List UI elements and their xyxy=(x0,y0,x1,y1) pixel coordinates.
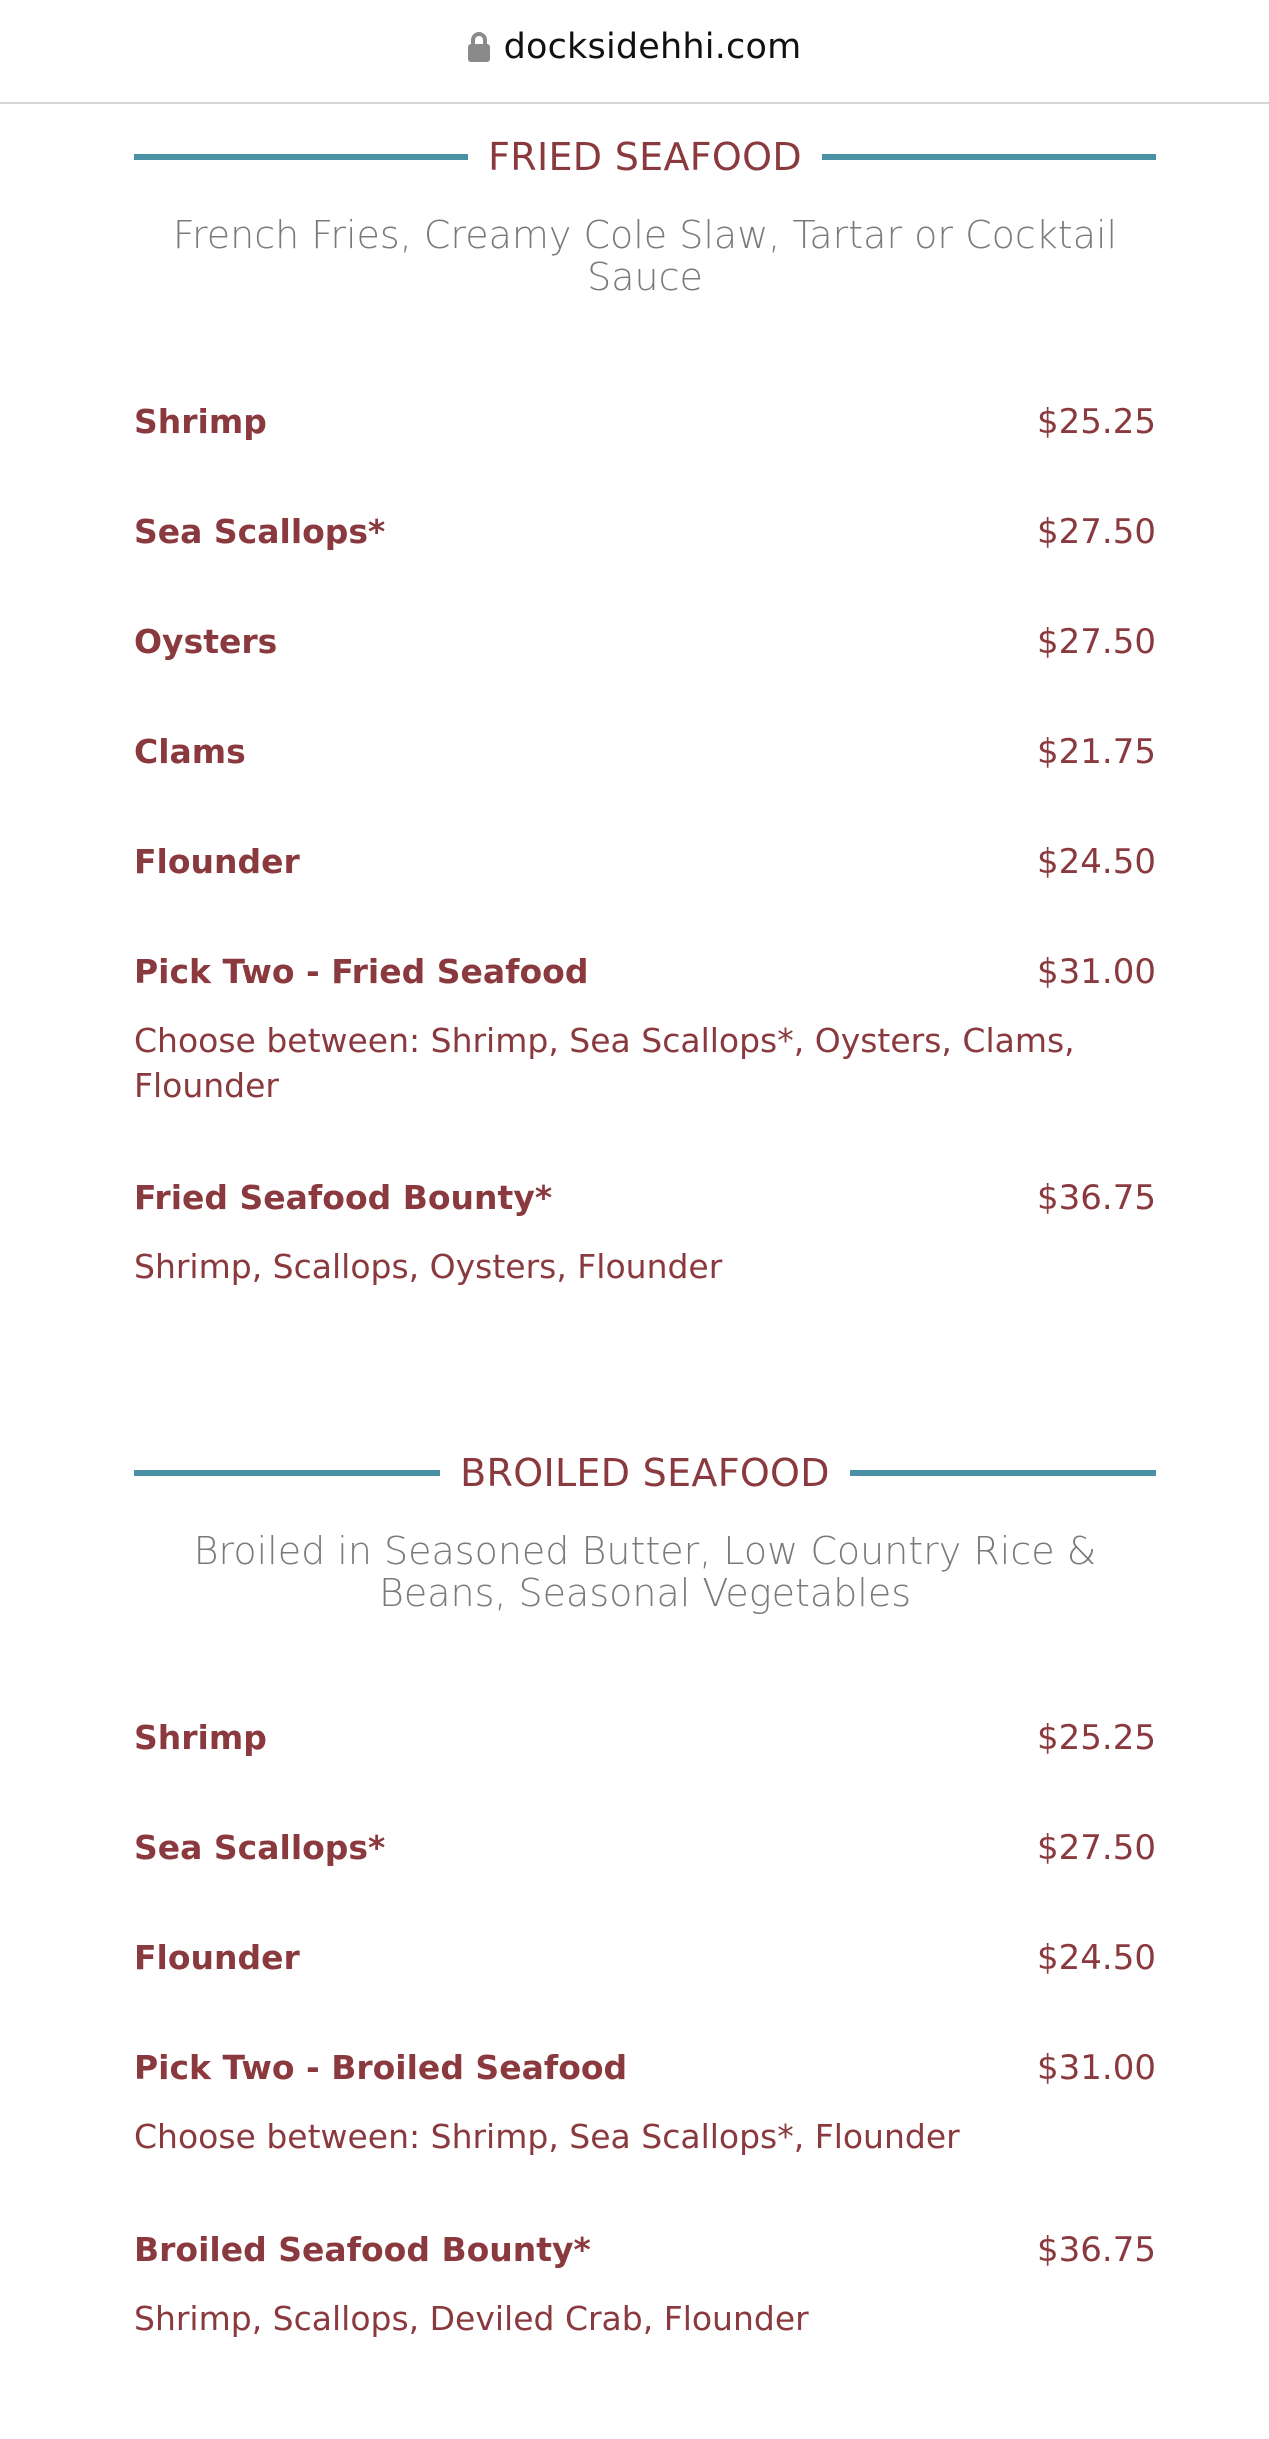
divider-rule-left xyxy=(134,1470,440,1476)
item-name: Shrimp xyxy=(134,402,267,441)
item-price: $21.75 xyxy=(1037,732,1156,772)
item-price: $27.50 xyxy=(1037,512,1156,552)
section-fried-seafood xyxy=(134,130,1156,298)
item-description: Choose between: Shrimp, Sea Scallops*, Flounder xyxy=(134,2117,960,2156)
item-name: Flounder xyxy=(134,1938,300,1977)
item-name: Flounder xyxy=(134,842,300,881)
section-subtitle: Broiled in Seasoned Butter, Low Country Rice & Beans, Seasonal Vegetables xyxy=(193,1529,1097,1615)
divider-rule-left xyxy=(134,154,468,160)
item-name: Sea Scallops* xyxy=(134,512,386,551)
item-name: Broiled Seafood Bounty* xyxy=(134,2230,591,2269)
lock-icon xyxy=(468,32,490,62)
item-name: Shrimp xyxy=(134,1718,267,1757)
menu-item xyxy=(134,732,1156,772)
item-price: $36.75 xyxy=(1037,2230,1156,2270)
menu-item xyxy=(134,952,1156,1108)
section-broiled-seafood xyxy=(134,1446,1156,1614)
item-price: $24.50 xyxy=(1037,1938,1156,1978)
menu-item xyxy=(134,1938,1156,1978)
menu-item xyxy=(134,402,1156,442)
item-price: $27.50 xyxy=(1037,622,1156,662)
menu-item xyxy=(134,842,1156,882)
browser-url-bar[interactable] xyxy=(0,0,1269,104)
item-price: $31.00 xyxy=(1037,2048,1156,2088)
divider-rule-right xyxy=(850,1470,1156,1476)
menu-item xyxy=(134,2048,1156,2159)
divider-rule-right xyxy=(822,154,1156,160)
item-description: Choose between: Shrimp, Sea Scallops*, Oysters, Clams, Flounder xyxy=(134,1021,1075,1105)
item-name: Pick Two - Fried Seafood xyxy=(134,952,589,991)
item-price: $24.50 xyxy=(1037,842,1156,882)
item-price: $25.25 xyxy=(1037,1718,1156,1758)
url-display[interactable] xyxy=(468,27,802,67)
menu-item xyxy=(134,512,1156,552)
section-title: BROILED SEAFOOD xyxy=(460,1451,830,1495)
item-description: Shrimp, Scallops, Deviled Crab, Flounder xyxy=(134,2299,809,2338)
item-price: $27.50 xyxy=(1037,1828,1156,1868)
item-price: $25.25 xyxy=(1037,402,1156,442)
item-name: Clams xyxy=(134,732,246,771)
item-price: $31.00 xyxy=(1037,952,1156,992)
menu-item xyxy=(134,2230,1156,2341)
item-description: Shrimp, Scallops, Oysters, Flounder xyxy=(134,1247,723,1286)
item-name: Fried Seafood Bounty* xyxy=(134,1178,553,1217)
item-price: $36.75 xyxy=(1037,1178,1156,1218)
section-heading xyxy=(134,130,1156,184)
section-title: FRIED SEAFOOD xyxy=(488,135,802,179)
menu-item xyxy=(134,1718,1156,1758)
item-name: Sea Scallops* xyxy=(134,1828,386,1867)
item-name: Pick Two - Broiled Seafood xyxy=(134,2048,628,2087)
section-heading xyxy=(134,1446,1156,1500)
menu-item xyxy=(134,1178,1156,1289)
menu-item xyxy=(134,622,1156,662)
url-text: docksidehhi.com xyxy=(503,27,802,67)
item-name: Oysters xyxy=(134,622,278,661)
section-subtitle: French Fries, Creamy Cole Slaw, Tartar or Cocktail Sauce xyxy=(172,213,1118,299)
menu-item xyxy=(134,1828,1156,1868)
